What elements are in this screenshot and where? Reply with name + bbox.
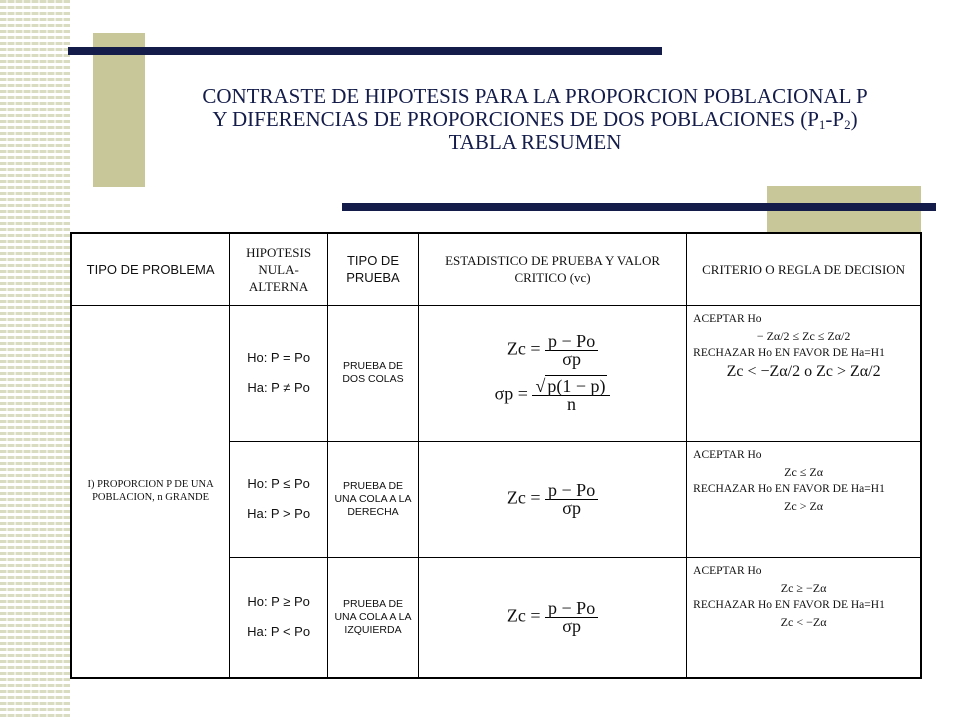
null-hypothesis: Ho: P = Po <box>247 350 311 365</box>
slide-title <box>140 85 930 154</box>
striped-side-decoration <box>0 0 70 720</box>
test-type-cell: PRUEBA DE UNA COLA A LA IZQUIERDA <box>328 557 419 678</box>
header-hypothesis: HIPOTESIS NULA-ALTERNA <box>230 233 328 305</box>
olive-decoration-box <box>93 33 145 187</box>
table-row <box>71 305 921 441</box>
hypothesis-cell <box>230 557 328 678</box>
reject-condition: Zc > Zα <box>784 498 824 513</box>
header-test-type: TIPO DE PRUEBA <box>328 233 419 305</box>
reject-label: RECHAZAR Ho EN FAVOR DE Ha=H1 <box>693 346 885 359</box>
reject-condition: Zc < −Zα <box>780 614 827 629</box>
header-decision-rule: CRITERIO O REGLA DE DECISION <box>687 233 921 305</box>
alternative-hypothesis: Ha: P > Po <box>247 506 311 521</box>
title-top-rule <box>68 47 662 55</box>
decision-rule-cell <box>687 557 921 678</box>
null-hypothesis: Ho: P ≥ Po <box>247 594 310 610</box>
title-line-3: TABLA RESUMEN <box>448 130 622 154</box>
test-type-cell: PRUEBA DE UNA COLA A LA DERECHA <box>328 441 419 557</box>
title-bottom-rule <box>342 203 936 211</box>
statistic-cell <box>418 305 686 441</box>
alternative-hypothesis: Ha: P < Po <box>247 624 311 640</box>
alternative-hypothesis: Ha: P ≠ Po <box>247 380 310 395</box>
accept-condition: Zc ≤ Zα <box>784 464 823 479</box>
problem-type-cell: I) PROPORCION P DE UNA POBLACION, n GRANDE <box>71 305 230 678</box>
statistic-cell <box>418 441 686 557</box>
hypothesis-cell <box>230 305 328 441</box>
accept-label: ACEPTAR Ho <box>693 448 762 461</box>
summary-table <box>70 232 922 679</box>
accept-condition: − Zα/2 ≤ Zc ≤ Zα/2 <box>756 328 851 343</box>
z-statistic-formula: Zc = $\frac{p - Po}{\sigma p}$ <box>423 600 682 635</box>
hypothesis-cell <box>230 441 328 557</box>
sigma-formula: σp = $\frac{√ p(1 - p)}{n}$ <box>423 378 682 413</box>
decision-rule-cell <box>687 441 921 557</box>
reject-label: RECHAZAR Ho EN FAVOR DE Ha=H1 <box>693 598 885 611</box>
title-line-2: Y DIFERENCIAS DE PROPORCIONES DE DOS POBLACIONES $(P_1-P_2)$ <box>212 107 858 132</box>
null-hypothesis: Ho: P ≤ Po <box>247 476 310 491</box>
header-statistic: ESTADISTICO DE PRUEBA Y VALOR CRITICO (vc) <box>418 233 686 305</box>
statistic-cell <box>418 557 686 678</box>
header-row <box>71 233 921 305</box>
accept-label: ACEPTAR Ho <box>693 312 762 325</box>
header-problem-type: TIPO DE PROBLEMA <box>71 233 230 305</box>
accept-label: ACEPTAR Ho <box>693 564 762 577</box>
reject-label: RECHAZAR Ho EN FAVOR DE Ha=H1 <box>693 482 885 495</box>
decision-rule-cell <box>687 305 921 441</box>
z-statistic-formula: Zc = $\frac{p - Po}{\sigma p}$ <box>423 333 682 368</box>
reject-condition: Zc < −Zα/2 o Zc > Zα/2 <box>726 362 881 380</box>
title-line-1: CONTRASTE DE HIPOTESIS PARA LA PROPORCION POBLACIONAL P <box>202 84 868 108</box>
test-type-cell: PRUEBA DE DOS COLAS <box>328 305 419 441</box>
accept-condition: Zc ≥ −Zα <box>780 580 827 595</box>
z-statistic-formula: Zc = $\frac{p - Po}{\sigma p}$ <box>423 482 682 517</box>
